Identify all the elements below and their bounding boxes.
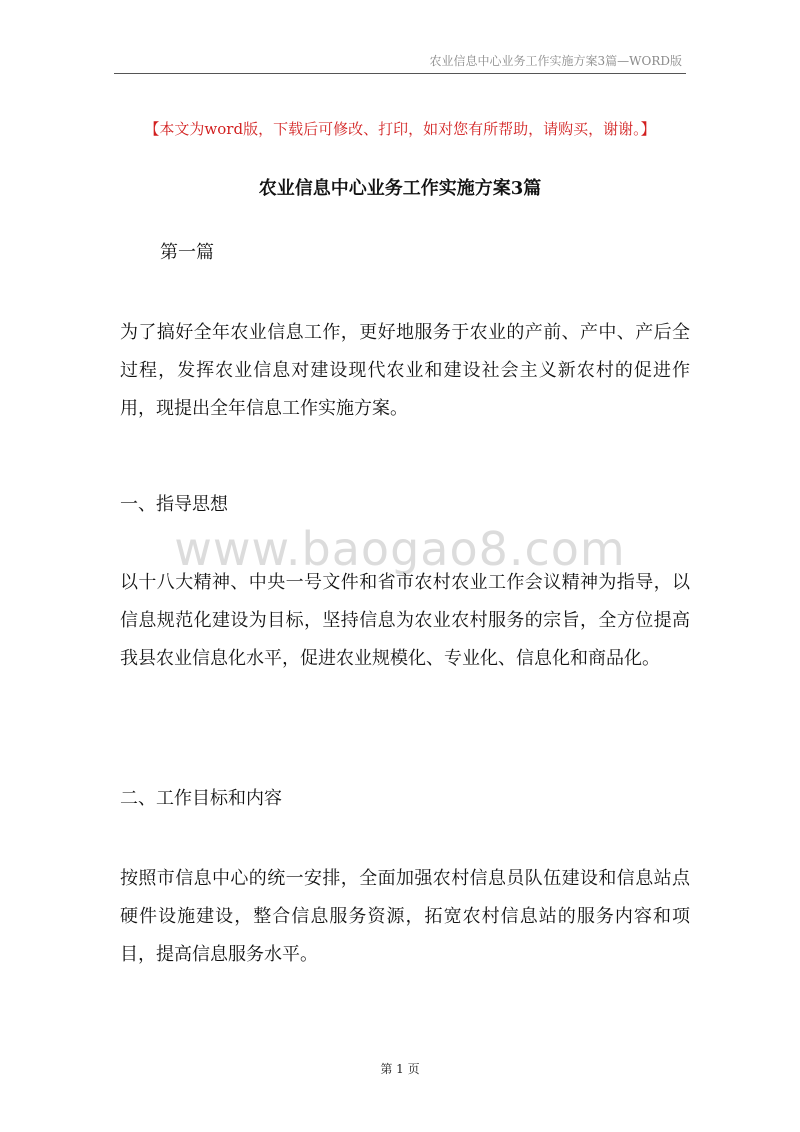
intro-paragraph: 为了搞好全年农业信息工作，更好地服务于农业的产前、产中、产后全过程，发挥农业信息对建设现代农业和建设社会主义新农村的促进作用，现提出全年信息工作实施方案。 [120,322,690,419]
heading-guiding-ideology: 一、指导思想 [120,494,228,515]
download-notice: 【本文为word版，下载后可修改、打印，如对您有所帮助，请购买，谢谢。】 [144,120,656,138]
page-number: 第 1 页 [380,1062,420,1076]
document-title: 农业信息中心业务工作实施方案3篇 [258,178,542,199]
goals-content-paragraph: 按照市信息中心的统一安排，全面加强农村信息员队伍建设和信息站点硬件设施建设，整合信息服务资源，拓宽农村信息站的服务内容和项目，提高信息服务水平。 [120,868,690,965]
running-header: 农业信息中心业务工作实施方案3篇—WORD版 [429,54,682,68]
heading-goals-content: 二、工作目标和内容 [120,788,282,809]
watermark: www.baogao8.com [174,522,626,576]
header-divider [114,73,686,74]
section-label: 第一篇 [160,242,214,263]
guiding-ideology-paragraph: 以十八大精神、中央一号文件和省市农村农业工作会议精神为指导，以信息规范化建设为目标，坚持信息为农业农村服务的宗旨，全方位提高我县农业信息化水平，促进农业规模化、专业化、信息化和商品化。 [120,572,690,669]
